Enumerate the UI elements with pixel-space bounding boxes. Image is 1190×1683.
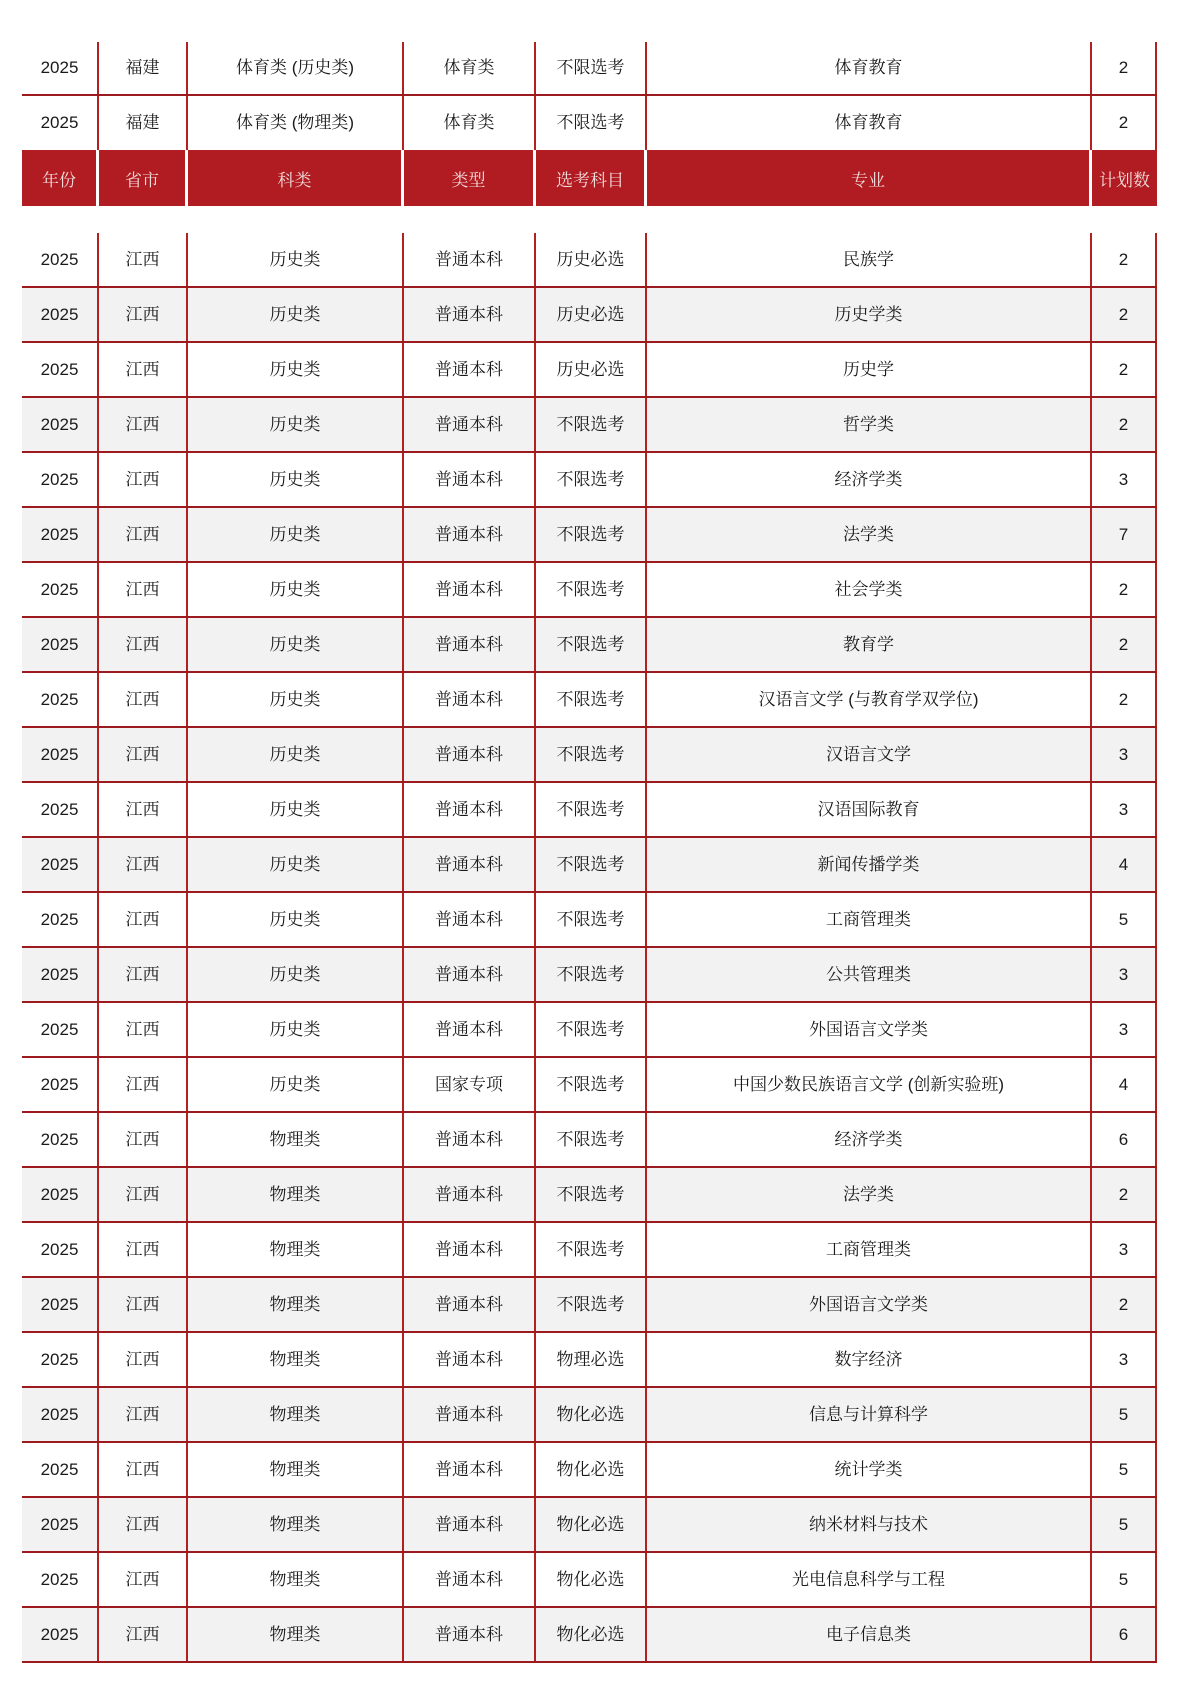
table-row [22, 1333, 1157, 1388]
cell-major: 历史学 [647, 343, 1092, 396]
cell-major: 电子信息类 [647, 1608, 1092, 1661]
cell-count: 2 [1092, 233, 1157, 286]
cell-category: 物理类 [188, 1333, 404, 1386]
cell-province: 江西 [99, 233, 188, 286]
cell-year: 2025 [22, 1553, 99, 1606]
cell-type: 普通本科 [404, 343, 536, 396]
cell-major: 体育教育 [647, 42, 1092, 94]
cell-category: 历史类 [188, 783, 404, 836]
cell-major: 数字经济 [647, 1333, 1092, 1386]
cell-type: 普通本科 [404, 618, 536, 671]
cell-category: 物理类 [188, 1168, 404, 1221]
cell-type: 普通本科 [404, 673, 536, 726]
cell-type: 普通本科 [404, 1168, 536, 1221]
cell-count: 6 [1092, 1113, 1157, 1166]
cell-subjects: 不限选考 [536, 1223, 647, 1276]
cell-province: 江西 [99, 618, 188, 671]
cell-count: 3 [1092, 783, 1157, 836]
cell-subjects: 物化必选 [536, 1553, 647, 1606]
table-row [22, 233, 1157, 288]
cell-year: 2025 [22, 618, 99, 671]
cell-province: 江西 [99, 508, 188, 561]
cell-province: 江西 [99, 673, 188, 726]
cell-subjects: 不限选考 [536, 508, 647, 561]
cell-major: 工商管理类 [647, 893, 1092, 946]
cell-year: 2025 [22, 1058, 99, 1111]
cell-subjects: 不限选考 [536, 838, 647, 891]
cell-subjects: 物理必选 [536, 1333, 647, 1386]
cell-major: 汉语国际教育 [647, 783, 1092, 836]
cell-year: 2025 [22, 673, 99, 726]
table-header-row [22, 150, 1157, 206]
cell-major: 哲学类 [647, 398, 1092, 451]
cell-count: 2 [1092, 563, 1157, 616]
cell-type: 普通本科 [404, 1553, 536, 1606]
cell-year: 2025 [22, 508, 99, 561]
cell-count: 5 [1092, 893, 1157, 946]
cell-year: 2025 [22, 1278, 99, 1331]
cell-count: 2 [1092, 343, 1157, 396]
cell-subjects: 物化必选 [536, 1608, 647, 1661]
cell-count: 5 [1092, 1443, 1157, 1496]
cell-year: 2025 [22, 1388, 99, 1441]
cell-count: 3 [1092, 453, 1157, 506]
cell-subjects: 历史必选 [536, 288, 647, 341]
table-row [22, 1553, 1157, 1608]
cell-subjects: 不限选考 [536, 398, 647, 451]
cell-category: 历史类 [188, 343, 404, 396]
header-cell-subjects: 选考科目 [536, 150, 647, 206]
table-row [22, 563, 1157, 618]
cell-major: 光电信息科学与工程 [647, 1553, 1092, 1606]
cell-category: 历史类 [188, 728, 404, 781]
cell-year: 2025 [22, 783, 99, 836]
cell-year: 2025 [22, 233, 99, 286]
cell-province: 江西 [99, 783, 188, 836]
cell-subjects: 不限选考 [536, 1003, 647, 1056]
table-row [22, 783, 1157, 838]
cell-category: 历史类 [188, 508, 404, 561]
cell-type: 普通本科 [404, 783, 536, 836]
cell-count: 2 [1092, 96, 1157, 150]
cell-province: 福建 [99, 42, 188, 94]
header-cell-province: 省市 [99, 150, 188, 206]
cell-major: 法学类 [647, 1168, 1092, 1221]
cell-province: 江西 [99, 1443, 188, 1496]
cell-major: 教育学 [647, 618, 1092, 671]
cell-major: 民族学 [647, 233, 1092, 286]
cell-category: 历史类 [188, 618, 404, 671]
cell-year: 2025 [22, 42, 99, 94]
cell-type: 普通本科 [404, 893, 536, 946]
cell-type: 普通本科 [404, 728, 536, 781]
cell-province: 江西 [99, 1003, 188, 1056]
cell-subjects: 物化必选 [536, 1443, 647, 1496]
cell-subjects: 不限选考 [536, 1168, 647, 1221]
cell-subjects: 历史必选 [536, 233, 647, 286]
cell-type: 普通本科 [404, 1333, 536, 1386]
cell-count: 5 [1092, 1553, 1157, 1606]
continuation-rows-section [22, 42, 1157, 150]
admission-plan-table [22, 42, 1157, 1663]
cell-count: 4 [1092, 1058, 1157, 1111]
cell-subjects: 不限选考 [536, 96, 647, 150]
cell-type: 普通本科 [404, 838, 536, 891]
cell-count: 7 [1092, 508, 1157, 561]
cell-year: 2025 [22, 1608, 99, 1661]
cell-province: 江西 [99, 453, 188, 506]
header-cell-year: 年份 [22, 150, 99, 206]
cell-count: 3 [1092, 1003, 1157, 1056]
cell-type: 普通本科 [404, 1608, 536, 1661]
header-body-gap [22, 206, 1157, 233]
cell-category: 历史类 [188, 893, 404, 946]
cell-subjects: 不限选考 [536, 728, 647, 781]
cell-count: 2 [1092, 673, 1157, 726]
cell-major: 统计学类 [647, 1443, 1092, 1496]
cell-major: 外国语言文学类 [647, 1003, 1092, 1056]
cell-count: 5 [1092, 1388, 1157, 1441]
cell-province: 江西 [99, 1553, 188, 1606]
cell-year: 2025 [22, 1003, 99, 1056]
cell-year: 2025 [22, 1223, 99, 1276]
cell-province: 江西 [99, 563, 188, 616]
cell-subjects: 物化必选 [536, 1498, 647, 1551]
cell-type: 普通本科 [404, 1498, 536, 1551]
cell-subjects: 不限选考 [536, 948, 647, 1001]
cell-type: 普通本科 [404, 1223, 536, 1276]
cell-count: 3 [1092, 1333, 1157, 1386]
cell-year: 2025 [22, 838, 99, 891]
table-row [22, 1443, 1157, 1498]
body-rows-section [22, 233, 1157, 1663]
cell-year: 2025 [22, 398, 99, 451]
cell-category: 物理类 [188, 1278, 404, 1331]
header-cell-major: 专业 [647, 150, 1092, 206]
cell-category: 物理类 [188, 1553, 404, 1606]
cell-year: 2025 [22, 563, 99, 616]
cell-category: 历史类 [188, 673, 404, 726]
cell-count: 3 [1092, 948, 1157, 1001]
cell-year: 2025 [22, 893, 99, 946]
table-row [22, 398, 1157, 453]
cell-major: 纳米材料与技术 [647, 1498, 1092, 1551]
cell-major: 工商管理类 [647, 1223, 1092, 1276]
cell-year: 2025 [22, 1443, 99, 1496]
cell-major: 中国少数民族语言文学 (创新实验班) [647, 1058, 1092, 1111]
cell-province: 江西 [99, 1058, 188, 1111]
cell-province: 江西 [99, 1388, 188, 1441]
cell-subjects: 不限选考 [536, 673, 647, 726]
cell-type: 普通本科 [404, 1388, 536, 1441]
cell-major: 新闻传播学类 [647, 838, 1092, 891]
cell-year: 2025 [22, 1333, 99, 1386]
cell-count: 6 [1092, 1608, 1157, 1661]
cell-province: 江西 [99, 1333, 188, 1386]
cell-year: 2025 [22, 1168, 99, 1221]
cell-category: 历史类 [188, 948, 404, 1001]
cell-category: 体育类 (物理类) [188, 96, 404, 150]
cell-category: 历史类 [188, 1058, 404, 1111]
cell-province: 江西 [99, 728, 188, 781]
table-row [22, 1058, 1157, 1113]
cell-major: 历史学类 [647, 288, 1092, 341]
cell-subjects: 不限选考 [536, 1278, 647, 1331]
table-row [22, 673, 1157, 728]
table-row [22, 1608, 1157, 1663]
cell-category: 历史类 [188, 838, 404, 891]
cell-type: 普通本科 [404, 233, 536, 286]
cell-count: 2 [1092, 1278, 1157, 1331]
table-row [22, 838, 1157, 893]
cell-category: 物理类 [188, 1223, 404, 1276]
table-row [22, 728, 1157, 783]
cell-count: 2 [1092, 42, 1157, 94]
cell-major: 社会学类 [647, 563, 1092, 616]
cell-type: 普通本科 [404, 563, 536, 616]
cell-subjects: 不限选考 [536, 563, 647, 616]
cell-subjects: 历史必选 [536, 343, 647, 396]
header-cell-category: 科类 [188, 150, 404, 206]
cell-category: 物理类 [188, 1498, 404, 1551]
table-row [22, 288, 1157, 343]
header-cell-type: 类型 [404, 150, 536, 206]
cell-type: 普通本科 [404, 288, 536, 341]
cell-year: 2025 [22, 343, 99, 396]
cell-count: 2 [1092, 618, 1157, 671]
cell-year: 2025 [22, 288, 99, 341]
cell-type: 普通本科 [404, 1278, 536, 1331]
cell-major: 经济学类 [647, 453, 1092, 506]
cell-province: 江西 [99, 398, 188, 451]
cell-province: 江西 [99, 1498, 188, 1551]
cell-subjects: 不限选考 [536, 1058, 647, 1111]
table-row [22, 1278, 1157, 1333]
cell-subjects: 不限选考 [536, 1113, 647, 1166]
cell-subjects: 不限选考 [536, 618, 647, 671]
cell-category: 历史类 [188, 288, 404, 341]
cell-count: 2 [1092, 288, 1157, 341]
cell-province: 江西 [99, 893, 188, 946]
cell-major: 法学类 [647, 508, 1092, 561]
cell-type: 普通本科 [404, 1443, 536, 1496]
cell-category: 历史类 [188, 398, 404, 451]
cell-count: 5 [1092, 1498, 1157, 1551]
cell-category: 历史类 [188, 233, 404, 286]
table-row [22, 96, 1157, 150]
cell-major: 经济学类 [647, 1113, 1092, 1166]
cell-province: 江西 [99, 1113, 188, 1166]
table-row [22, 508, 1157, 563]
cell-subjects: 不限选考 [536, 893, 647, 946]
cell-type: 普通本科 [404, 508, 536, 561]
cell-type: 普通本科 [404, 398, 536, 451]
table-row [22, 893, 1157, 948]
cell-year: 2025 [22, 728, 99, 781]
cell-major: 汉语言文学 (与教育学双学位) [647, 673, 1092, 726]
cell-type: 普通本科 [404, 1113, 536, 1166]
table-row [22, 1168, 1157, 1223]
table-row [22, 1498, 1157, 1553]
cell-type: 体育类 [404, 42, 536, 94]
table-row [22, 618, 1157, 673]
cell-subjects: 不限选考 [536, 42, 647, 94]
table-row [22, 343, 1157, 398]
cell-count: 2 [1092, 398, 1157, 451]
table-row [22, 948, 1157, 1003]
cell-year: 2025 [22, 1113, 99, 1166]
cell-count: 4 [1092, 838, 1157, 891]
cell-type: 体育类 [404, 96, 536, 150]
cell-category: 历史类 [188, 1003, 404, 1056]
cell-major: 信息与计算科学 [647, 1388, 1092, 1441]
cell-major: 公共管理类 [647, 948, 1092, 1001]
cell-province: 江西 [99, 343, 188, 396]
cell-subjects: 物化必选 [536, 1388, 647, 1441]
cell-category: 物理类 [188, 1113, 404, 1166]
cell-year: 2025 [22, 1498, 99, 1551]
cell-province: 江西 [99, 948, 188, 1001]
cell-category: 物理类 [188, 1608, 404, 1661]
cell-count: 3 [1092, 1223, 1157, 1276]
table-row [22, 1113, 1157, 1168]
header-cell-count: 计划数 [1099, 170, 1150, 190]
cell-category: 历史类 [188, 563, 404, 616]
cell-province: 福建 [99, 96, 188, 150]
cell-subjects: 不限选考 [536, 783, 647, 836]
table-row [22, 1388, 1157, 1443]
cell-subjects: 不限选考 [536, 453, 647, 506]
cell-year: 2025 [22, 96, 99, 150]
cell-category: 体育类 (历史类) [188, 42, 404, 94]
table-row [22, 1003, 1157, 1058]
table-row [22, 453, 1157, 508]
cell-count: 2 [1092, 1168, 1157, 1221]
cell-count: 3 [1092, 728, 1157, 781]
cell-major: 外国语言文学类 [647, 1278, 1092, 1331]
cell-type: 国家专项 [404, 1058, 536, 1111]
cell-province: 江西 [99, 288, 188, 341]
cell-major: 汉语言文学 [647, 728, 1092, 781]
cell-province: 江西 [99, 838, 188, 891]
cell-category: 历史类 [188, 453, 404, 506]
cell-type: 普通本科 [404, 453, 536, 506]
cell-major: 体育教育 [647, 96, 1092, 150]
cell-category: 物理类 [188, 1388, 404, 1441]
cell-province: 江西 [99, 1608, 188, 1661]
cell-type: 普通本科 [404, 1003, 536, 1056]
cell-province: 江西 [99, 1278, 188, 1331]
cell-category: 物理类 [188, 1443, 404, 1496]
cell-year: 2025 [22, 453, 99, 506]
cell-year: 2025 [22, 948, 99, 1001]
table-row [22, 1223, 1157, 1278]
cell-province: 江西 [99, 1223, 188, 1276]
cell-type: 普通本科 [404, 948, 536, 1001]
cell-province: 江西 [99, 1168, 188, 1221]
table-row [22, 42, 1157, 96]
